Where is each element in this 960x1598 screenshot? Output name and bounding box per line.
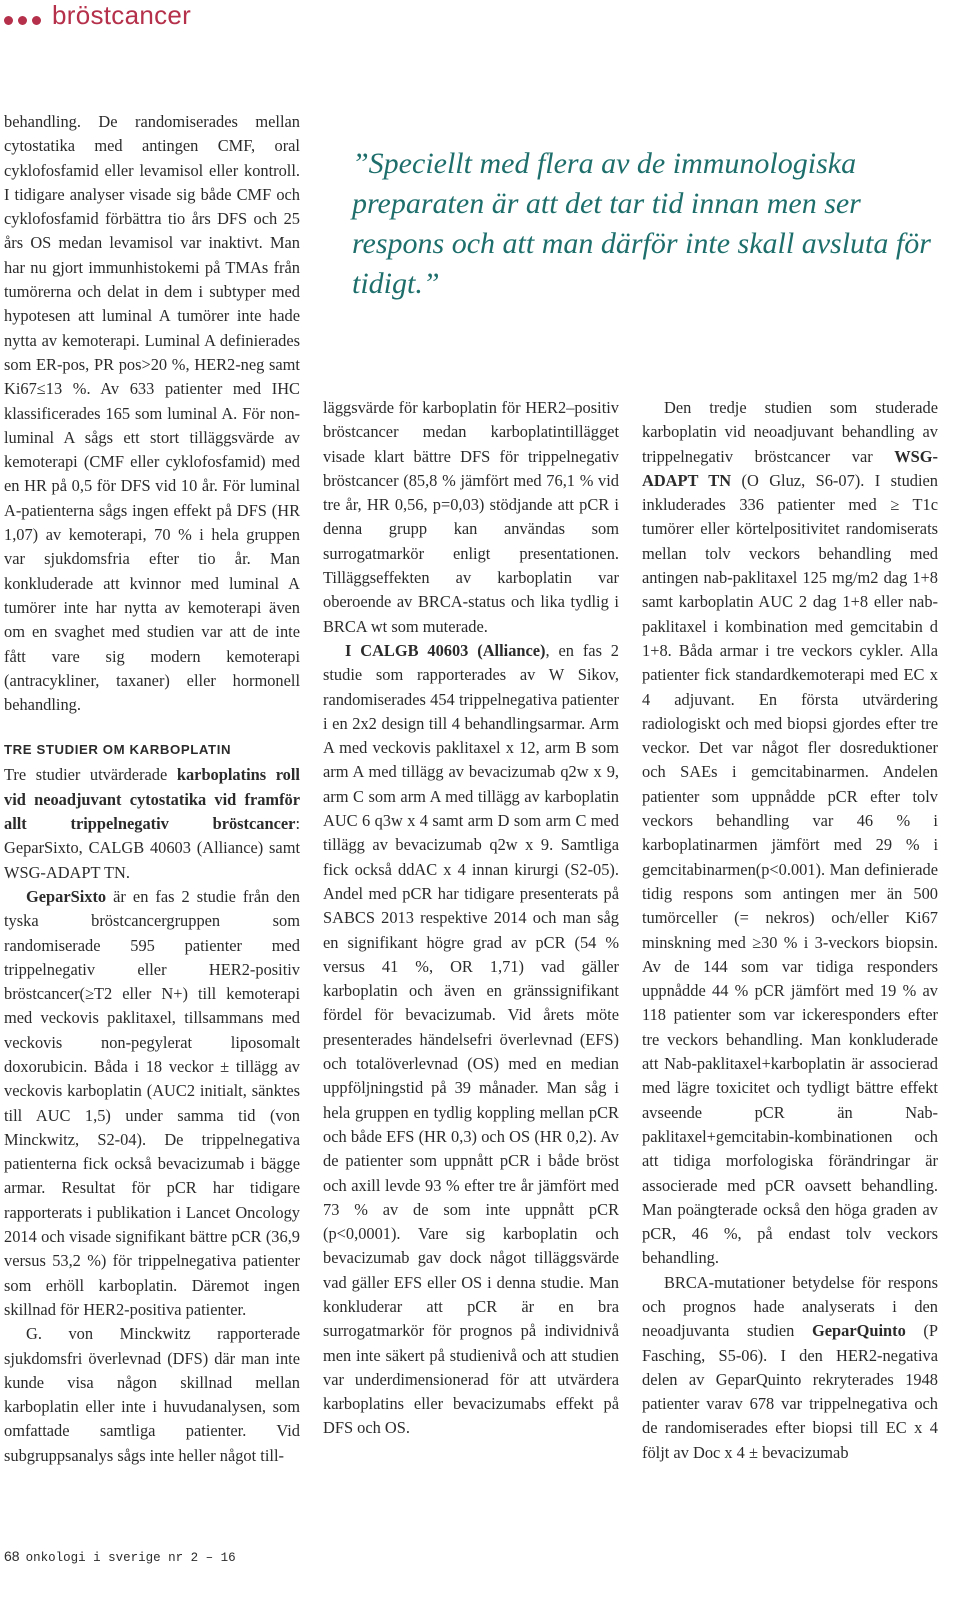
text-run: är en fas 2 studie från den tyska bröstcancergruppen som randomiserade 595 patienter med trippelnegativ eller HER2-positiv bröstcancer(≥T2 eller N+) till kemoterapi med veckovis paklitaxel, tillsammans med veckovis non-pegylerat liposomalt doxorubicin. Båda i 18 veckor ± tillägg av veckovis karboplatin (AUC2 initialt, sänktes till AUC 1,5) under samma tid (von Minckwitz, S2-04). De trippelnegativa patienterna fick också bevacizumab i bägge armar. Resultat för pCR har tidigare rapporterats i publikation i Lancet Oncology 2014 och visade signifikant bättre pCR (36,9 versus 53,2 %) för trippelnegativa patienter som erhöll karboplatin. Däremot ingen skillnad för HER2-positiva patienter.	[4, 886, 300, 1319]
body-paragraph	[642, 396, 938, 1271]
publication-name: onkologi i sverige nr 2 – 16	[25, 1551, 236, 1565]
page-footer	[4, 1548, 236, 1565]
body-paragraph: G. von Minckwitz rapporterade sjukdomsfri överlevnad (DFS) där man inte kunde visa någon skillnad mellan karboplatin eller inte i huvudanalysen, som omfattade samtliga patienter. Vid subgruppsanalys sågs inte heller något till-	[4, 1324, 300, 1465]
text-run: Tre studier utvärderade	[4, 765, 177, 785]
text-run: : GeparSixto, CALGB 40603 (Alliance) samt WSG-ADAPT TN.	[4, 814, 300, 882]
body-paragraph: läggsvärde för karboplatin för HER2–positiv bröstcancer medan karboplatintillägget visade klart bättre DFS för trippelnegativ bröstcancer (85,8 % jämfört med 76,1 % vid tre år, HR 0,56, p=0,03) stödjande att pCR i denna grupp kan användas som surrogatmarkör enligt presentationen. Tilläggseffekten av karboplatin var oberoende av BRCA-status och lika tydlig i BRCA wt som muterade.	[323, 398, 619, 636]
bold-text: GeparSixto	[26, 886, 107, 906]
body-paragraph	[4, 763, 300, 884]
bold-text: karboplatins roll vid neoadjuvant cytostatika vid framför allt trippelnegativ bröstcancer	[4, 765, 300, 834]
body-paragraph	[4, 885, 300, 1322]
body-paragraph: behandling. De randomiserades mellan cytostatika med antingen CMF, oral cyklofosfamid eller levamisol eller kontroll. I tidigare analyser visade sig både CMF och cyklofosfamid förbättra tio års DFS och 25 års OS medan levamisol var inaktivt. Man har nu gjort immunhistokemi på TMAs från tumörerna och delat in dem i subtyper med hypotesen att luminal A tumörer inte hade nytta av kemoterapi. Luminal A definierades som ER-pos, PR pos>20 %, HER2-neg samt Ki67≤13 %. Av 633 patienter med IHC klassificerades 165 som luminal A. För non-luminal A sågs ett stort tilläggsvärde av kemoterapi (CMF eller cyklofosfamid) med en HR på 0,5 för DFS vid 10 år. För luminal A-patienterna sågs ingen effekt på DFS (HR 1,07) av kemoterapi, 70 % i hela gruppen var sjukdomsfria efter tio år. Man konkluderade att kvinnor med luminal A tumörer inte har nytta av kemoterapi även om en svaghet med studien var att de inte fått vare sig modern kemoterapi (antracykliner, taxaner) eller hormonell behandling.	[4, 112, 300, 715]
text-run: , en fas 2 studie som rapporterades av W Sikov, randomiserades 454 trippelnegativa patienter i en 2x2 design till 4 behandlingsarmar. Arm A med veckovis paklitaxel x 12, arm B som arm A med tillägg av bevacizumab q2w x 9, arm C som arm A med tillägg av karboplatin AUC 6 q3w x 4 samt arm D som arm C med tillägg av bevacizumab q2w x 9. Samtliga fick också ddAC x 4 innan kirurgi (S2-05). Andel med pCR har tidigare presenterats på SABCS 2013 respektive 2014 och man såg en signifikant högre grad av pCR (54 % versus 41 %, OR 1,71) vad gäller karboplatin och även en gränssignifikant fördel för bevacizumab. Vid årets möte presenterades händelsefri överlevnad (EFS) och totalöverlevnad (OS) med en median uppföljningstid på 39 månader. Man såg i hela gruppen en tydlig koppling mellan pCR och både EFS (HR 0,3) och OS (HR 0,2). Av de patienter som uppnått pCR i både bröst och axill levde 93 % efter tre år jämfört med 73 % av de som inte uppnått pCR (p<0,0001). Vare sig karboplatin och bevacizumab gav dock något tilläggsvärde vad gäller EFS eller OS i denna studie. Man konkluderar att pCR är en bra surrogatmarkör för prognos på individnivå men inte säkert på studienivå och att studien var underdimensionerad för att utvärdera karboplatins eller bevacizumabs effekt på DFS och OS.	[323, 640, 620, 1438]
text-run: BRCA-mutationer betydelse för respons och prognos hade analyserats i den neoadjuvanta studien	[642, 1272, 938, 1341]
text-run: (P Fasching, S5-06). I den HER2-negativa delen av GeparQuinto rekryterades 1948 patienter varav 678 var trippelnegativa och de randomiserades efter biopsi till EC x 4 följt av Doc x 4 ± bevacizumab	[642, 1321, 938, 1462]
text-run: Den tredje studien som studerade karboplatin vid neoadjuvant behandling av trippelnegativ bröstcancer var	[642, 398, 938, 466]
text-run: (O Gluz, S6-07). I studien inkluderades 336 patienter med ≥ T1c tumörer eller körtelpositivitet randomiserats mellan tolv veckors behandling med antingen nab-paklitaxel 125 mg/m2 dag 1+8 samt karboplatin AUC 2 dag 1+8 eller nab-paklitaxel i kombination med gemcitabin d 1+8. Båda armar i tre veckors cykler. Alla patienter fick standardkemoterapi med EC x 4 adjuvant. En första utvärdering radiologiskt och med biopsi gjordes efter tre veckor. Det var något fler dosreduktioner och SAEs i gemcitabinarmen. Andelen patienter som uppnådde pCR efter tolv veckors behandling var 46 % i karboplatinarmen jämfört med 29 % i gemcitabinarmen(p<0.001). Man definierade tidig respons som antingen mer än 500 tumörceller (= nekros) och/eller Ki67 minskning med ≥30 % i 3-veckors biopsin. Av de 144 som var tidiga responders uppnådde 44 % pCR jämfört med 19 % av 118 patienter som var ickeresponders efter tre veckors behandling. Man konkluderade att Nab-paklitaxel+karboplatin är associerad med lägre toxicitet och tydligt bättre effekt avseende pCR än Nab-paklitaxel+gemcitabin-kombinationen och att tidiga morfologiska förändringar är associerade med pCR oavsett behandling. Man poängterade också den höga graden av pCR, 46 %, på endast tolv veckors behandling.	[642, 470, 938, 1268]
column-1	[4, 110, 300, 1468]
column-3	[642, 396, 938, 1465]
column-2	[323, 396, 619, 1441]
pull-quote: ”Speciellt med flera av de immunologiska preparaten är att det tar tid innan men ser respons och att man därför inte skall avsluta för tidigt.”	[352, 147, 931, 300]
subheading: TRE STUDIER OM KARBOPLATIN	[4, 742, 232, 758]
dots-icon	[4, 12, 46, 30]
bold-text: I CALGB 40603 (Alliance)	[345, 640, 546, 660]
bold-text: GeparQuinto	[811, 1321, 906, 1341]
bold-text: WSG-ADAPT TN	[642, 446, 938, 490]
body-paragraph	[642, 1271, 938, 1465]
section-title: bröstcancer	[52, 0, 192, 30]
body-paragraph	[323, 639, 619, 1441]
page-header	[0, 0, 960, 36]
page-number: 68	[4, 1548, 20, 1564]
